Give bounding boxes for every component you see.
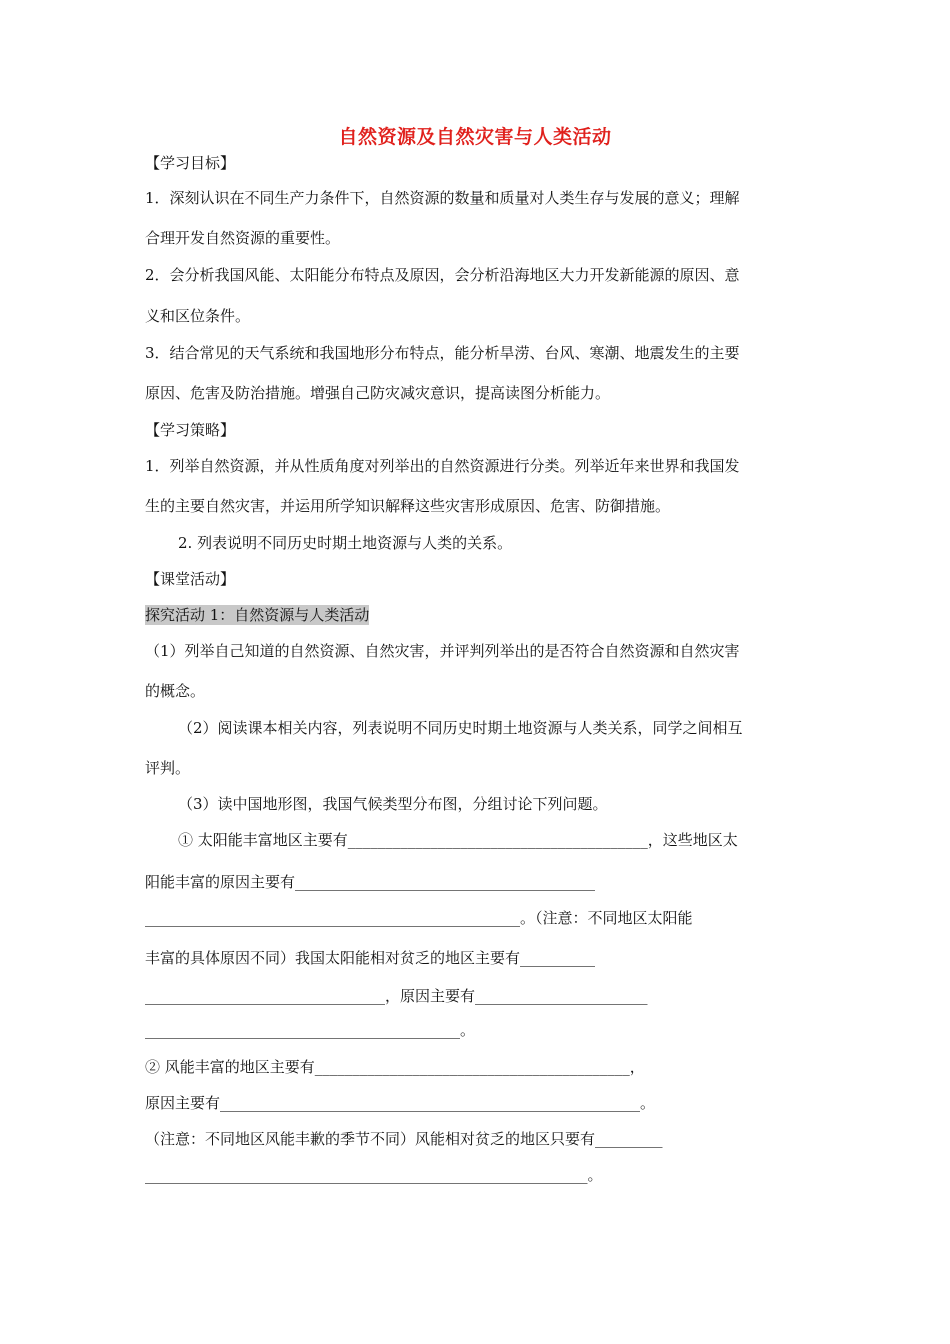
- activity-item-2-line-1: （2）阅读课本相关内容，列表说明不同历史时期土地资源与人类关系，同学之间相互: [178, 719, 743, 737]
- question-2-line-4: ___________________________________________________________。: [145, 1166, 603, 1184]
- objective-3-line-1: 3．结合常见的天气系统和我国地形分布特点，能分析旱涝、台风、寒潮、地震发生的主要: [145, 344, 740, 362]
- objective-2-line-1: 2．会分析我国风能、太阳能分布特点及原因，会分析沿海地区大力开发新能源的原因、意: [145, 266, 740, 284]
- objective-2-line-2: 义和区位条件。: [145, 307, 251, 325]
- activity-item-2-line-2: 评判。: [145, 759, 191, 777]
- objective-3-line-2: 原因、危害及防治措施。增强自己防灾减灾意识，提高读图分析能力。: [145, 384, 611, 402]
- question-1-line-3: __________________________________________________。（注意：不同地区太阳能: [145, 909, 693, 927]
- strategy-1-line-2: 生的主要自然灾害，并运用所学知识解释这些灾害形成原因、危害、防御措施。: [145, 497, 671, 515]
- section-heading-strategy: 【学习策略】: [145, 421, 236, 439]
- question-1-line-6: __________________________________________。: [145, 1021, 476, 1039]
- section-heading-class-activity: 【课堂活动】: [145, 570, 236, 588]
- strategy-2: 2. 列表说明不同历史时期土地资源与人类的关系。: [178, 534, 513, 552]
- question-1-line-5: ________________________________，原因主要有_______________________: [145, 987, 648, 1005]
- question-1-line-2: 阳能丰富的原因主要有________________________________________: [145, 873, 596, 891]
- question-1-line-4: 丰富的具体原因不同）我国太阳能相对贫乏的地区主要有__________: [145, 949, 596, 967]
- objective-1-line-2: 合理开发自然资源的重要性。: [145, 229, 341, 247]
- objective-1-line-1: 1．深刻认识在不同生产力条件下，自然资源的数量和质量对人类生存与发展的意义；理解: [145, 189, 740, 207]
- question-2-line-1: ② 风能丰富的地区主要有__________________________________________，: [145, 1058, 645, 1076]
- strategy-1-line-1: 1．列举自然资源，并从性质角度对列举出的自然资源进行分类。列举近年来世界和我国发: [145, 457, 740, 475]
- activity-item-1-line-2: 的概念。: [145, 682, 206, 700]
- document-title: 自然资源及自然灾害与人类活动: [338, 126, 612, 148]
- question-2-line-3: （注意：不同地区风能丰歉的季节不同）风能相对贫乏的地区只要有_________: [145, 1130, 663, 1148]
- activity-1-heading: 探究活动 1：自然资源与人类活动: [145, 606, 370, 624]
- section-heading-objectives: 【学习目标】: [145, 154, 236, 172]
- activity-item-1-line-1: （1）列举自己知道的自然资源、自然灾害，并评判列举出的是否符合自然资源和自然灾害: [145, 642, 740, 660]
- question-2-line-2: 原因主要有________________________________________________________。: [145, 1094, 656, 1112]
- question-1-line-1: ① 太阳能丰富地区主要有________________________________________，这些地区太: [178, 831, 738, 849]
- activity-item-3: （3）读中国地形图，我国气候类型分布图，分组讨论下列问题。: [178, 795, 608, 813]
